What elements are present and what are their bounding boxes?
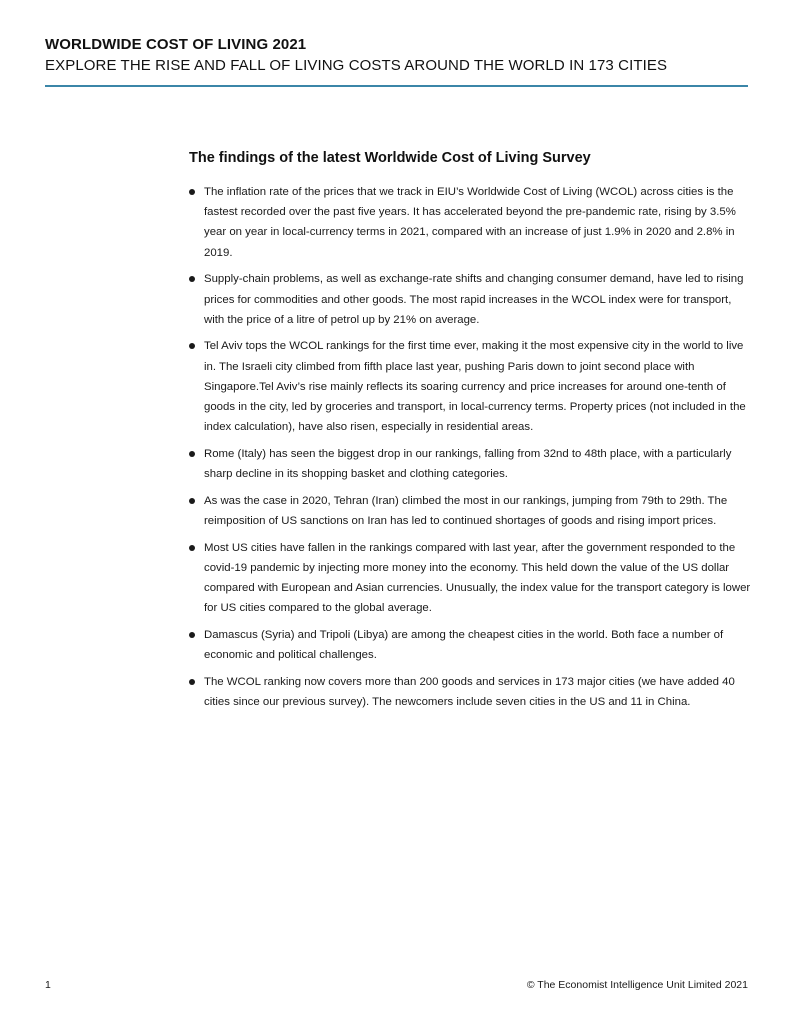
section-heading: The findings of the latest Worldwide Cost of Living Survey (189, 150, 591, 166)
bullet-icon (189, 498, 195, 504)
findings-list (189, 182, 754, 712)
finding-text: Tel Aviv tops the WCOL rankings for the first time ever, making it the most expensive city in the world to live in. The Israeli city climbed from fifth place last year, pushing Paris down to joint second place with Singapore.Tel Aviv’s rise mainly reflects its soaring currency and price increases for around one-tenth of goods in the city, led by groceries and transport, in local-currency terms. Property prices (not included in the index calculation), have also risen, especially in residential areas. (204, 340, 746, 434)
finding-item (189, 269, 754, 330)
page-header (45, 36, 748, 76)
bullet-icon (189, 276, 195, 282)
finding-text: Most US cities have fallen in the rankings compared with last year, after the government responded to the covid-19 pandemic by injecting more money into the economy. This held down the value of the US dollar compared with European and Asian currencies. Unusually, the index value for the transport category is lower for US cities compared to the global average. (204, 541, 751, 615)
copyright-notice: © The Economist Intelligence Unit Limited 2021 (526, 979, 748, 991)
finding-item (189, 444, 754, 484)
finding-text: Damascus (Syria) and Tripoli (Libya) are among the cheapest cities in the world. Both face a number of economic and political challenges. (204, 629, 724, 662)
finding-text: The inflation rate of the prices that we track in EIU’s Worldwide Cost of Living (WCOL) across cities is the fastest recorded over the past five years. It has accelerated beyond the pre-pandemic rate, rising by 3.5% year on year in local-currency terms in 2021, compared with an increase of just 1.9% in 2020 and 2.8% in 2019. (204, 186, 736, 259)
header-divider (45, 85, 748, 87)
bullet-icon (189, 545, 195, 551)
finding-item (189, 182, 754, 263)
finding-item (189, 491, 754, 531)
finding-text: As was the case in 2020, Tehran (Iran) climbed the most in our rankings, jumping from 79th to 29th. The reimposition of US sanctions on Iran has led to continued shortages of goods and rising import prices. (204, 494, 728, 528)
bullet-icon (189, 451, 195, 457)
finding-item (189, 672, 754, 712)
bullet-icon (189, 679, 195, 685)
bullet-icon (189, 343, 195, 349)
document-title: WORLDWIDE COST OF LIVING 2021 (45, 36, 307, 53)
finding-text: The WCOL ranking now covers more than 200 goods and services in 173 major cities (we have added 40 cities since our previous survey). The newcomers include seven cities in the US and 11 in China. (204, 675, 735, 709)
bullet-icon (189, 632, 195, 638)
finding-text: Supply-chain problems, as well as exchange-rate shifts and changing consumer demand, have led to rising prices for commodities and other goods. The most rapid increases in the WCOL index were for transport, with the price of a litre of petrol up by 21% on average. (204, 273, 744, 326)
finding-text: Rome (Italy) has seen the biggest drop in our rankings, falling from 32nd to 48th place, with a particularly sharp decline in its shopping basket and clothing categories. (204, 447, 732, 481)
bullet-icon (189, 189, 195, 195)
page-number: 1 (45, 979, 51, 991)
document-subtitle: EXPLORE THE RISE AND FALL OF LIVING COSTS AROUND THE WORLD IN 173 CITIES (45, 57, 668, 74)
finding-item (189, 625, 754, 665)
main-content (189, 148, 754, 719)
finding-item (189, 538, 754, 619)
finding-item (189, 336, 754, 437)
